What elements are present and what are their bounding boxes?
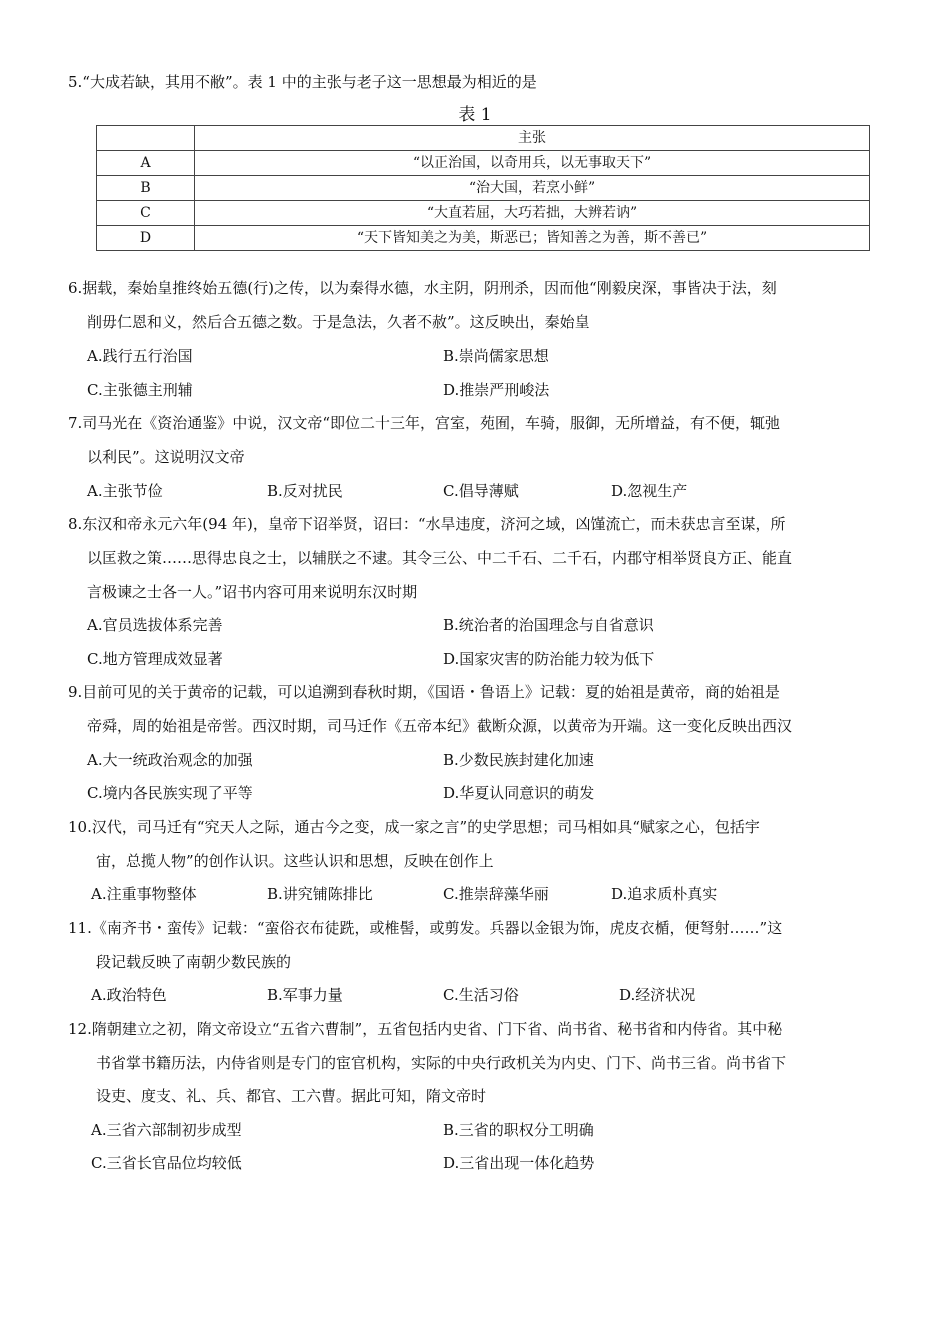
q8-option-d[interactable]: D.国家灾害的防治能力较为低下 — [443, 650, 655, 668]
q12-option-a[interactable]: A.三省六部制初步成型 — [91, 1121, 242, 1139]
q9-line-1: 9.目前可见的关于黄帝的记载，可以追溯到春秋时期，《国语・鲁语上》记载：夏的始祖是黄帝，商的始祖是 — [68, 683, 780, 701]
q7-line-2: 以利民”。这说明汉文帝 — [87, 448, 245, 466]
table-row-text: “治大国，若烹小鲜” — [195, 176, 870, 201]
q12-line-2: 书省掌书籍历法，内侍省则是专门的宦官机构，实际的中央行政机关为内史、门下、尚书三省。尚书省下 — [96, 1054, 787, 1072]
q10-line-2: 宙，总揽人物”的创作认识。这些认识和思想，反映在创作上 — [96, 852, 494, 870]
q6-option-c[interactable]: C.主张德主刑辅 — [87, 381, 193, 399]
q7-line-1: 7.司马光在《资治通鉴》中说，汉文帝“即位二十三年，宫室，苑囿，车骑，服御，无所增益，有不便，辄弛 — [68, 414, 780, 432]
q12-line-3: 设吏、度支、礼、兵、都官、工六曹。据此可知，隋文帝时 — [96, 1087, 487, 1105]
q11-line-2: 段记载反映了南朝少数民族的 — [96, 953, 292, 971]
claims-table — [96, 125, 870, 251]
table-header-claim: 主张 — [195, 126, 870, 151]
q7-option-b[interactable]: B.反对扰民 — [267, 482, 343, 500]
table-row — [97, 176, 870, 201]
q7-option-a[interactable]: A.主张节俭 — [87, 482, 163, 500]
table-row-key: C — [97, 201, 195, 226]
q9-option-a[interactable]: A.大一统政治观念的加强 — [87, 751, 253, 769]
q12-line-1: 12.隋朝建立之初，隋文帝设立“五省六曹制”，五省包括内史省、门下省、尚书省、秘书省和内侍省。其中秘 — [68, 1020, 783, 1038]
q6-option-d[interactable]: D.推崇严刑峻法 — [443, 381, 550, 399]
q9-option-d[interactable]: D.华夏认同意识的萌发 — [443, 784, 595, 802]
q11-line-1: 11.《南齐书・蛮传》记载：“蛮俗衣布徒跣，或椎髻，或剪发。兵器以金银为饰，虎皮衣楯，便弩射……”这 — [68, 919, 783, 937]
q8-option-c[interactable]: C.地方管理成效显著 — [87, 650, 223, 668]
table-row-key: B — [97, 176, 195, 201]
q9-option-c[interactable]: C.境内各民族实现了平等 — [87, 784, 253, 802]
table-row-key: A — [97, 151, 195, 176]
table-row-key: D — [97, 226, 195, 251]
q11-option-a[interactable]: A.政治特色 — [91, 986, 167, 1004]
table-row — [97, 226, 870, 251]
q12-option-c[interactable]: C.三省长官品位均较低 — [91, 1154, 242, 1172]
q8-line-1: 8.东汉和帝永元六年(94 年)，皇帝下诏举贤，诏曰：“水旱违度，济河之域，凶馑流亡，而未获忠言至谋，所 — [68, 515, 786, 533]
q10-line-1: 10.汉代，司马迁有“究天人之际，通古今之变，成一家之言”的史学思想；司马相如具“赋家之心，包括宇 — [68, 818, 760, 836]
table-caption: 表 1 — [458, 105, 492, 125]
q7-option-d[interactable]: D.忽视生产 — [611, 482, 688, 500]
q12-option-d[interactable]: D.三省出现一体化趋势 — [443, 1154, 595, 1172]
q5-stem: 5.“大成若缺，其用不敝”。表 1 中的主张与老子这一思想最为相近的是 — [68, 73, 537, 91]
q8-line-2: 以匡救之策……思得忠良之士，以辅朕之不逮。其令三公、中二千石、二千石，内郡守相举贤良方正、能直 — [87, 549, 793, 567]
q12-option-b[interactable]: B.三省的职权分工明确 — [443, 1121, 594, 1139]
table-row-text: “以正治国，以奇用兵，以无事取天下” — [195, 151, 870, 176]
q8-option-a[interactable]: A.官员选拔体系完善 — [87, 616, 223, 634]
q11-option-b[interactable]: B.军事力量 — [267, 986, 343, 1004]
q10-option-d[interactable]: D.追求质朴真实 — [611, 885, 718, 903]
table-header-key — [97, 126, 195, 151]
table-header-row — [97, 126, 870, 151]
q11-option-d[interactable]: D.经济状况 — [619, 986, 696, 1004]
q10-option-b[interactable]: B.讲究铺陈排比 — [267, 885, 373, 903]
table-row-text: “天下皆知美之为美，斯恶已；皆知善之为善，斯不善已” — [195, 226, 870, 251]
q10-option-a[interactable]: A.注重事物整体 — [91, 885, 197, 903]
q6-option-b[interactable]: B.崇尚儒家思想 — [443, 347, 549, 365]
q6-line-2: 削毋仁恩和义，然后合五德之数。于是急法，久者不赦”。这反映出，秦始皇 — [87, 313, 590, 331]
q9-option-b[interactable]: B.少数民族封建化加速 — [443, 751, 594, 769]
table-row-text: “大直若屈，大巧若拙，大辨若讷” — [195, 201, 870, 226]
q6-line-1: 6.据载，秦始皇推终始五德(行)之传，以为秦得水德，水主阴，阴刑杀，因而他“刚毅戾深，事皆决于法，刻 — [68, 279, 777, 297]
q8-line-3: 言极谏之士各一人。”诏书内容可用来说明东汉时期 — [87, 583, 418, 601]
q6-option-a[interactable]: A.践行五行治国 — [87, 347, 193, 365]
q10-option-c[interactable]: C.推崇辞藻华丽 — [443, 885, 549, 903]
table-row — [97, 151, 870, 176]
table-row — [97, 201, 870, 226]
q8-option-b[interactable]: B.统治者的治国理念与自省意识 — [443, 616, 654, 634]
q9-line-2: 帝舜，周的始祖是帝喾。西汉时期，司马迁作《五帝本纪》截断众源，以黄帝为开端。这一变化反映出西汉 — [87, 717, 793, 735]
q11-option-c[interactable]: C.生活习俗 — [443, 986, 519, 1004]
q7-option-c[interactable]: C.倡导薄赋 — [443, 482, 519, 500]
